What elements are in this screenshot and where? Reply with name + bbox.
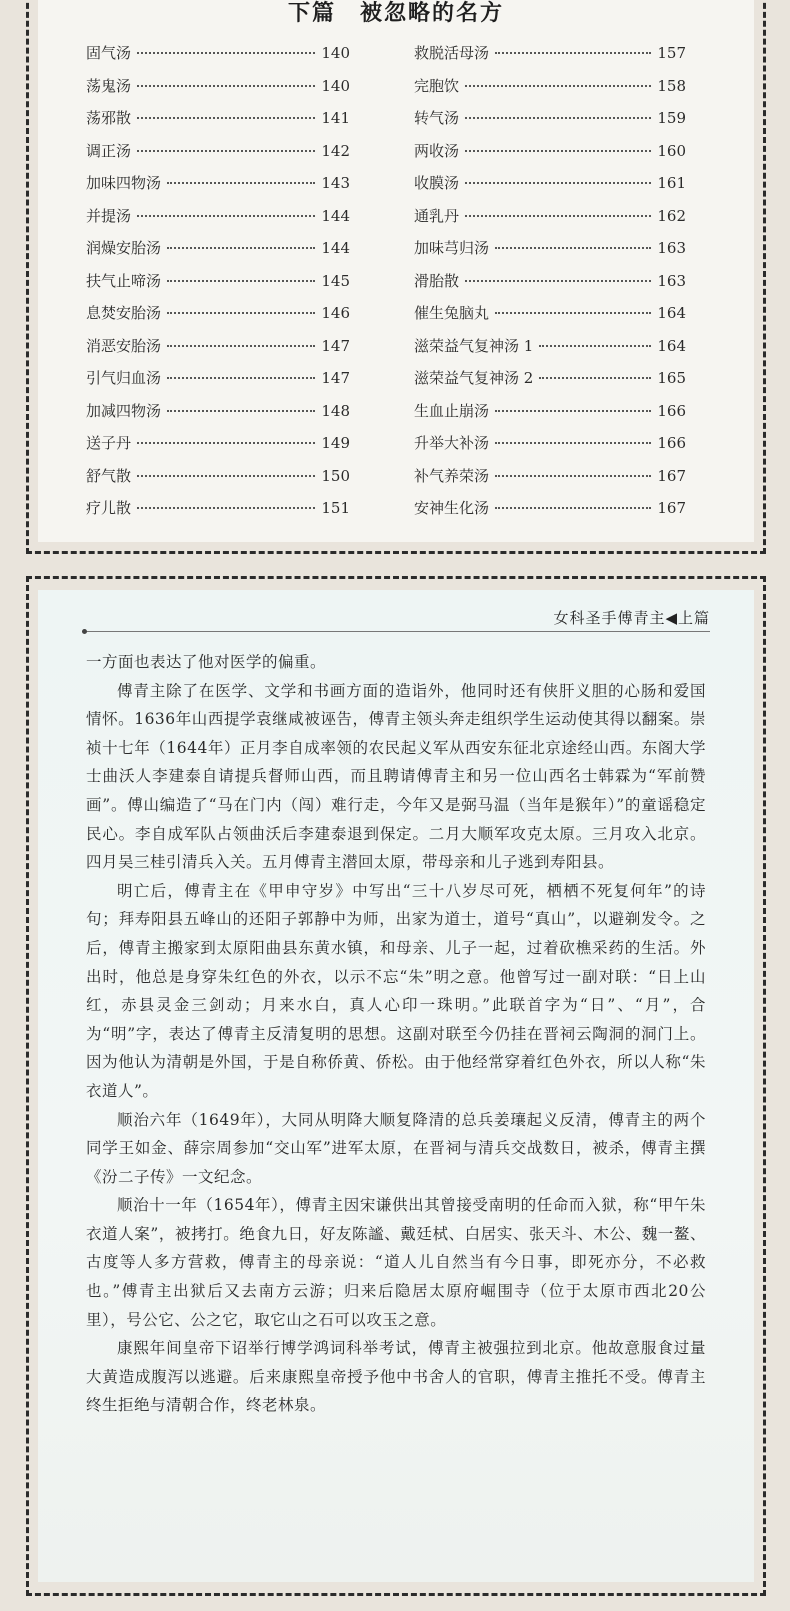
toc-entry-name: 滋荣益气复神汤 1 <box>414 336 534 355</box>
toc-entry-page: 148 <box>321 401 350 420</box>
toc-entry-name: 升举大补汤 <box>414 434 490 452</box>
toc-leader-dots <box>137 150 315 152</box>
toc-entry <box>86 140 350 173</box>
toc-entry-page: 149 <box>321 434 350 452</box>
toc-entry-page: 166 <box>657 434 686 452</box>
toc-entry-name: 荡鬼汤 <box>86 76 132 95</box>
toc-leader-dots <box>465 117 651 119</box>
toc-entry-name: 补气养荣汤 <box>414 466 490 485</box>
toc-entry-page: 163 <box>657 239 686 257</box>
toc-entry <box>414 367 686 400</box>
toc-leader-dots <box>539 345 651 347</box>
toc-entry-name: 转气汤 <box>414 109 460 127</box>
toc-entry-page: 147 <box>321 336 350 355</box>
toc-entry-name: 荡邪散 <box>86 109 132 127</box>
toc-title: 下篇 被忽略的名方 <box>287 1 504 26</box>
toc-entry-name: 催生兔脑丸 <box>414 304 490 322</box>
toc-leader-dots <box>495 442 651 444</box>
toc-leader-dots <box>167 247 315 249</box>
toc-entry-page: 167 <box>657 499 686 517</box>
toc-entry <box>86 497 350 530</box>
toc-leader-dots <box>465 280 651 282</box>
toc-leader-dots <box>495 410 651 412</box>
toc-entry-page: 164 <box>657 304 686 322</box>
toc-entry-name: 加味芎归汤 <box>414 239 490 257</box>
toc-leader-dots <box>137 507 315 509</box>
toc-entry <box>86 432 350 465</box>
toc-entry <box>414 42 686 75</box>
toc-page <box>38 0 754 542</box>
toc-entry-page: 159 <box>657 109 686 127</box>
toc-leader-dots <box>137 215 315 217</box>
toc-entry-name: 舒气散 <box>86 466 132 485</box>
toc-entry-page: 146 <box>321 304 350 322</box>
toc-entry <box>86 302 350 335</box>
header-dot-icon <box>82 629 87 634</box>
toc-entry-name: 收膜汤 <box>414 174 460 192</box>
article-paragraph: 傅青主除了在医学、文学和书画方面的造诣外，他同时还有侠肝义胆的心肠和爱国情怀。1636年山西提学袁继咸被诬告，傅青主领头奔走组织学生运动使其得以翻案。崇祯十七年（1644年）正月李自成率领的农民起义军从西安东征北京途经山西。东阁大学士曲沃人李建泰自请提兵督师山西，而且聘请傅青主和另一位山西名士韩霖为“军前赞画”。傅山编造了“马在门内（闯）难行走，今年又是弼马温（当年是猴年）”的童谣稳定民心。李自成军队占领曲沃后李建泰退到保定。二月大顺军攻克太原。三月攻入北京。四月吴三桂引清兵入关。五月傅青主潜回太原，带母亲和儿子逃到寿阳县。 <box>86 681 706 872</box>
toc-entry-page: 140 <box>321 76 350 95</box>
toc-entry-page: 160 <box>657 141 686 160</box>
toc-entry <box>414 237 686 270</box>
toc-entry-page: 164 <box>657 336 686 355</box>
toc-entry <box>414 335 686 368</box>
toc-entry-page: 165 <box>657 369 686 387</box>
article-paragraph: 顺治六年（1649年），大同从明降大顺复降清的总兵姜瓖起义反清，傅青主的两个同学王如金、薛宗周参加“交山军”进军太原，在晋祠与清兵交战数日，被杀，傅青主撰《汾二子传》一文纪念。 <box>86 1110 706 1186</box>
toc-leader-dots <box>495 247 651 249</box>
toc-entry-page: 150 <box>321 466 350 485</box>
toc-entry-page: 161 <box>657 174 686 192</box>
toc-entry-name: 完胞饮 <box>414 76 460 95</box>
toc-leader-dots <box>167 345 315 347</box>
toc-entry-page: 142 <box>321 141 350 160</box>
toc-leader-dots <box>137 117 315 119</box>
article-paragraph: 康熙年间皇帝下诏举行博学鸿词科举考试，傅青主被强拉到北京。他故意服食过量大黄造成腹泻以逃避。后来康熙皇帝授予他中书舍人的官职，傅青主推托不受。傅青主终生拒绝与清朝合作，终老林泉。 <box>86 1339 706 1415</box>
toc-entry <box>86 172 350 205</box>
toc-entry-name: 通乳丹 <box>414 206 460 225</box>
toc-entry <box>414 75 686 108</box>
toc-right-column <box>414 42 686 530</box>
toc-entry-page: 157 <box>657 44 686 62</box>
toc-leader-dots <box>167 280 315 282</box>
article-page <box>38 590 754 1582</box>
toc-entry <box>414 270 686 303</box>
toc-leader-dots <box>465 85 651 87</box>
toc-leader-dots <box>465 150 651 152</box>
toc-entry <box>86 205 350 238</box>
toc-leader-dots <box>137 442 315 444</box>
toc-entry-page: 143 <box>321 174 350 192</box>
toc-entry-name: 扶气止啼汤 <box>86 271 162 290</box>
toc-entry-name: 引气归血汤 <box>86 369 162 387</box>
toc-entry-name: 滋荣益气复神汤 2 <box>414 369 534 387</box>
toc-entry-name: 调正汤 <box>86 141 132 160</box>
toc-entry <box>86 107 350 140</box>
toc-entry <box>86 270 350 303</box>
toc-left-column <box>86 42 350 530</box>
toc-entry <box>414 107 686 140</box>
toc-leader-dots <box>167 312 315 314</box>
toc-entry-page: 162 <box>657 206 686 225</box>
toc-entry <box>414 172 686 205</box>
toc-entry <box>86 42 350 75</box>
toc-entry-name: 疗儿散 <box>86 499 132 517</box>
toc-entry-name: 并提汤 <box>86 206 132 225</box>
article-paragraph: 明亡后，傅青主在《甲申守岁》中写出“三十八岁尽可死，栖栖不死复何年”的诗句；拜寿阳县五峰山的还阳子郭静中为师，出家为道士，道号“真山”，以避剃发令。之后，傅青主搬家到太原阳曲县东黄水镇，和母亲、儿子一起，过着砍樵采药的生活。外出时，他总是身穿朱红色的外衣，以示不忘“朱”明之意。他曾写过一副对联：“日上山红，赤县灵金三剑动；月来水白，真人心印一珠明。”此联首字为“日”、“月”，合为“明”字，表达了傅青主反清复明的思想。这副对联至今仍挂在晋祠云陶洞的洞门上。因为他认为清朝是外国，于是自称侨黄、侨松。由于他经常穿着红色外衣，所以人称“朱衣道人”。 <box>86 881 706 1100</box>
toc-entry-page: 141 <box>321 109 350 127</box>
toc-entry-page: 145 <box>321 271 350 290</box>
running-header <box>82 610 710 632</box>
toc-entry-page: 144 <box>321 206 350 225</box>
toc-entry-page: 167 <box>657 466 686 485</box>
toc-entry <box>86 400 350 433</box>
toc-entry-name: 消恶安胎汤 <box>86 336 162 355</box>
toc-entry <box>86 335 350 368</box>
toc-entry <box>414 205 686 238</box>
toc-entry-name: 两收汤 <box>414 141 460 160</box>
toc-entry-page: 151 <box>321 499 350 517</box>
toc-entry <box>414 465 686 498</box>
toc-leader-dots <box>167 182 315 184</box>
article-paragraph: 顺治十一年（1654年），傅青主因宋谦供出其曾接受南明的任命而入狱，称“甲午朱衣道人案”，被拷打。绝食九日，好友陈謐、戴廷栻、白居实、张天斗、木公、魏一鳌、古度等人多方营救，傅青主的母亲说：“道人儿自然当有今日事，即死亦分，不必救也。”傅青主出狱后又去南方云游；归来后隐居太原府崛围寺（位于太原市西北20公里），号公它、公之它，取它山之石可以攻玉之意。 <box>86 1196 706 1329</box>
toc-leader-dots <box>167 377 315 379</box>
toc-entry <box>86 237 350 270</box>
toc-entry <box>414 302 686 335</box>
toc-entry-page: 163 <box>657 271 686 290</box>
toc-entry-name: 生血止崩汤 <box>414 401 490 420</box>
toc-entry-page: 158 <box>657 76 686 95</box>
toc-entry <box>414 400 686 433</box>
toc-leader-dots <box>495 312 651 314</box>
toc-entry-name: 送子丹 <box>86 434 132 452</box>
toc-entry-name: 固气汤 <box>86 44 132 62</box>
toc-entry-page: 147 <box>321 369 350 387</box>
toc-leader-dots <box>137 85 315 87</box>
toc-entry-name: 息焚安胎汤 <box>86 304 162 322</box>
toc-entry-name: 救脱活母汤 <box>414 44 490 62</box>
article-paragraph: 一方面也表达了他对医学的偏重。 <box>86 653 327 671</box>
toc-entry <box>86 465 350 498</box>
toc-leader-dots <box>465 182 651 184</box>
toc-leader-dots <box>539 377 651 379</box>
toc-entry <box>414 497 686 530</box>
toc-entry <box>86 367 350 400</box>
toc-entry-name: 加减四物汤 <box>86 401 162 420</box>
toc-leader-dots <box>137 475 315 477</box>
toc-entry <box>414 140 686 173</box>
toc-entry-name: 润燥安胎汤 <box>86 239 162 257</box>
toc-leader-dots <box>495 507 651 509</box>
toc-entry-page: 144 <box>321 239 350 257</box>
toc-leader-dots <box>495 475 651 477</box>
toc-entry-page: 140 <box>321 44 350 62</box>
toc-entry <box>86 75 350 108</box>
toc-leader-dots <box>495 52 651 54</box>
toc-leader-dots <box>465 215 651 217</box>
toc-entry-name: 加味四物汤 <box>86 174 162 192</box>
toc-leader-dots <box>167 410 315 412</box>
running-head-title: 女科圣手傅青主◀上篇 <box>553 609 710 627</box>
article-body <box>86 648 706 1420</box>
toc-entry-name: 滑胎散 <box>414 271 460 290</box>
toc-entry-name: 安神生化汤 <box>414 499 490 517</box>
toc-leader-dots <box>137 52 315 54</box>
toc-entry <box>414 432 686 465</box>
toc-entry-page: 166 <box>657 401 686 420</box>
